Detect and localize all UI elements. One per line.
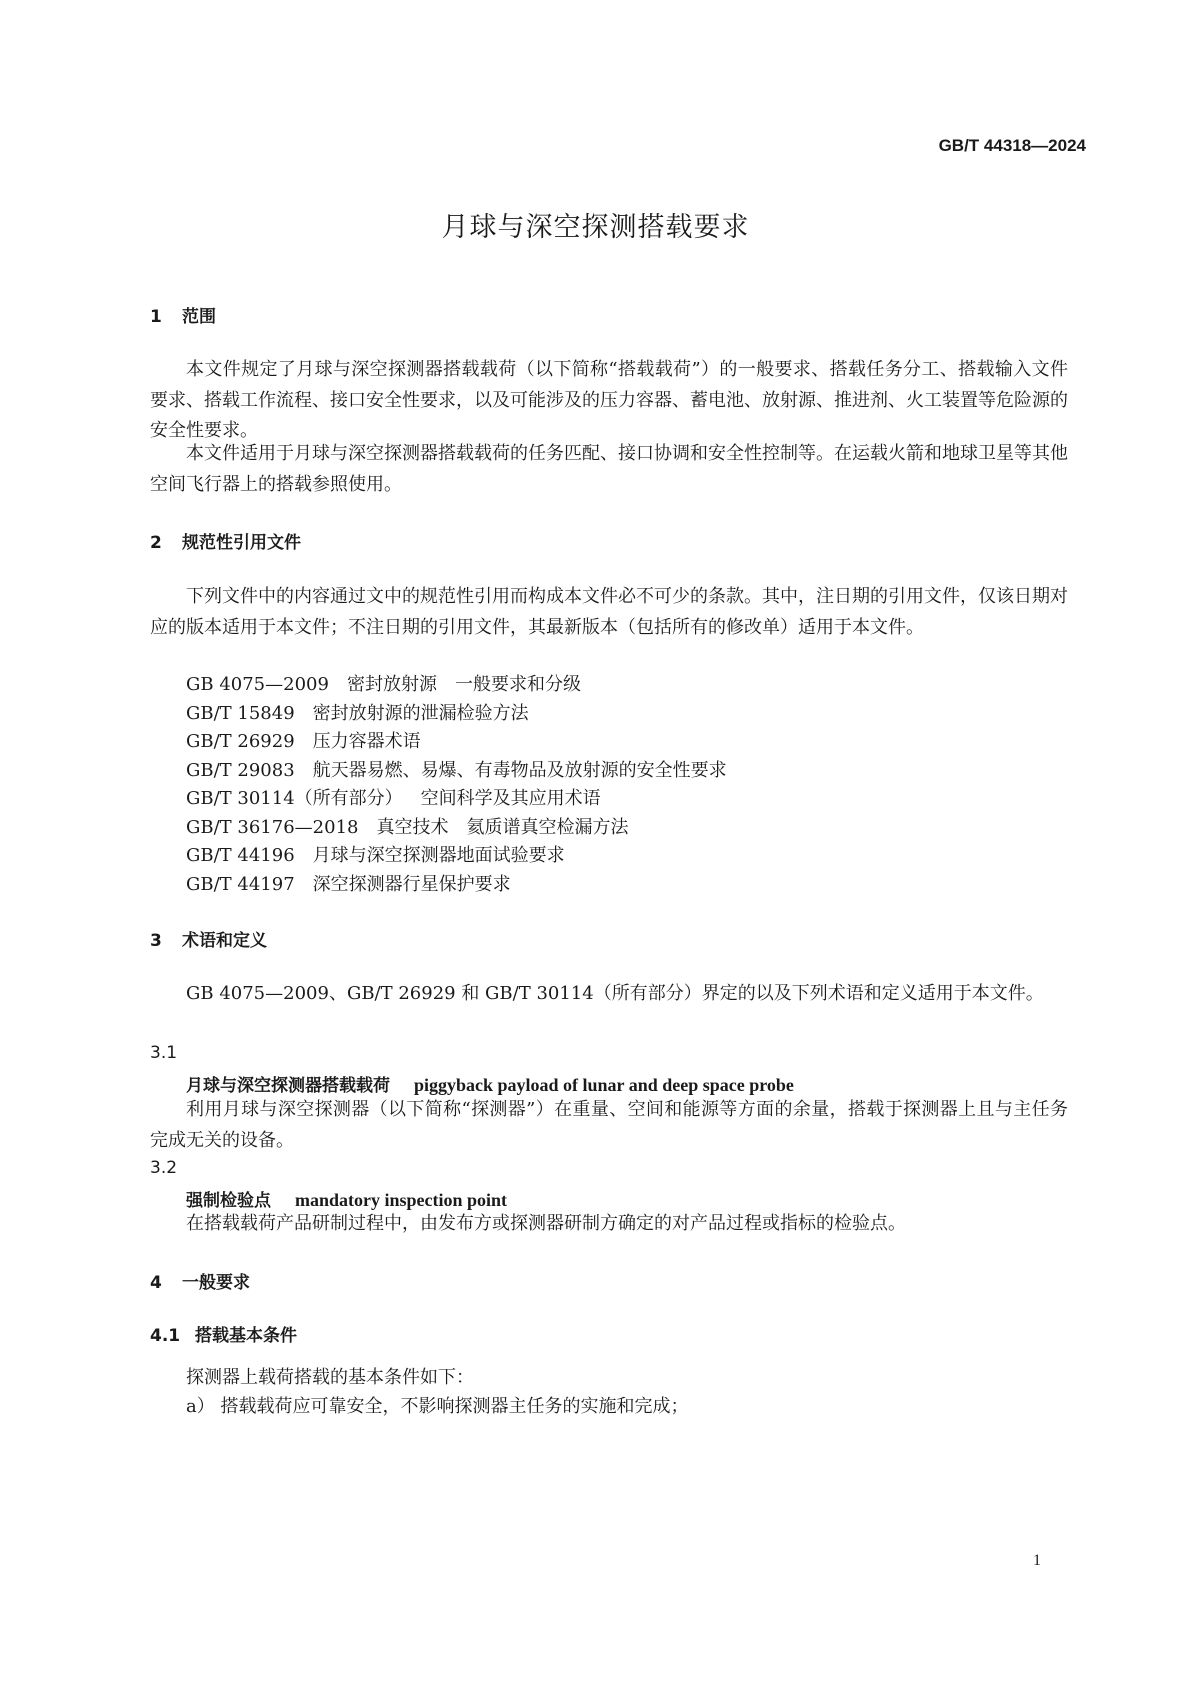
term-chinese: 月球与深空探测器搭载载荷 <box>186 1076 390 1096</box>
reference-code: GB/T 15849 <box>186 703 295 724</box>
section-3-intro: GB 4075—2009、GB/T 26929 和 GB/T 30114（所有部分）界定的以及下列术语和定义适用于本文件。 <box>186 983 1044 1004</box>
list-item-a: a） 搭载载荷应可靠安全，不影响探测器主任务的实施和完成； <box>186 1396 689 1417</box>
reference-item <box>186 756 727 782</box>
section-1-paragraph-1: 本文件规定了月球与深空探测器搭载载荷（以下简称“搭载载荷”）的一般要求、搭载任务分工、搭载输入文件要求、搭载工作流程、接口安全性要求，以及可能涉及的压力容器、蓄电池、放射源、推进剂、火工装置等危险源的安全性要求。 <box>150 359 1068 441</box>
section-1-heading <box>150 302 216 327</box>
reference-code: GB/T 26929 <box>186 731 295 752</box>
term-chinese: 强制检验点 <box>186 1191 271 1211</box>
term-english: mandatory inspection point <box>295 1190 508 1210</box>
reference-item <box>186 841 565 867</box>
reference-item <box>186 870 511 896</box>
section-4-heading <box>150 1268 250 1293</box>
standard-number: GB/T 44318—2024 <box>938 136 1086 155</box>
subsection-title: 搭载基本条件 <box>195 1326 297 1346</box>
reference-name: 月球与深空探测器地面试验要求 <box>312 845 565 866</box>
term-definition: 在搭载载荷产品研制过程中，由发布方或探测器研制方确定的对产品过程或指标的检验点。 <box>186 1213 906 1234</box>
reference-code: GB/T 29083 <box>186 760 295 781</box>
section-title: 规范性引用文件 <box>182 533 301 553</box>
reference-code: GB/T 36176—2018 <box>186 817 359 838</box>
reference-item <box>186 699 529 725</box>
section-number: 3 <box>150 931 162 951</box>
section-3-heading <box>150 926 267 951</box>
section-1-paragraph-2: 本文件适用于月球与深空探测器搭载载荷的任务匹配、接口协调和安全性控制等。在运载火箭和地球卫星等其他空间飞行器上的搭载参照使用。 <box>150 443 1068 495</box>
subsection-intro: 探测器上载荷搭载的基本条件如下： <box>186 1367 474 1388</box>
document-title: 月球与深空探测搭载要求 <box>441 212 750 243</box>
reference-name: 真空技术 氦质谱真空检漏方法 <box>376 817 629 838</box>
term-english: piggyback payload of lunar and deep space probe <box>414 1075 794 1095</box>
section-number: 2 <box>150 533 162 553</box>
reference-code: GB/T 30114（所有部分） <box>186 788 403 809</box>
reference-item <box>186 813 628 839</box>
reference-code: GB 4075—2009 <box>186 674 329 695</box>
reference-item <box>186 727 421 753</box>
term-definition: 利用月球与深空探测器（以下简称“探测器”）在重量、空间和能源等方面的余量，搭载于探测器上且与主任务完成无关的设备。 <box>150 1099 1068 1151</box>
reference-item <box>186 784 601 810</box>
section-number: 4 <box>150 1273 162 1293</box>
section-number: 1 <box>150 307 162 327</box>
term-number: 3.2 <box>150 1158 178 1178</box>
section-title: 术语和定义 <box>182 931 267 951</box>
reference-code: GB/T 44197 <box>186 874 295 895</box>
term-number: 3.1 <box>150 1043 178 1063</box>
reference-name: 压力容器术语 <box>312 731 421 752</box>
reference-name: 密封放射源的泄漏检验方法 <box>312 703 529 724</box>
term-heading <box>186 1186 507 1211</box>
reference-code: GB/T 44196 <box>186 845 295 866</box>
reference-name: 空间科学及其应用术语 <box>420 788 601 809</box>
section-2-intro: 下列文件中的内容通过文中的规范性引用而构成本文件必不可少的条款。其中，注日期的引用文件，仅该日期对应的版本适用于本文件；不注日期的引用文件，其最新版本（包括所有的修改单）适用于本文件。 <box>150 586 1068 638</box>
section-title: 范围 <box>182 307 216 327</box>
subsection-number: 4.1 <box>150 1326 181 1346</box>
term-heading <box>186 1071 794 1096</box>
reference-name: 航天器易燃、易爆、有毒物品及放射源的安全性要求 <box>312 760 727 781</box>
section-2-heading <box>150 528 301 553</box>
subsection-4-1-heading <box>150 1321 297 1346</box>
page-number: 1 <box>1033 1552 1041 1569</box>
section-title: 一般要求 <box>182 1273 250 1293</box>
reference-name: 深空探测器行星保护要求 <box>312 874 511 895</box>
reference-item <box>186 670 581 696</box>
reference-name: 密封放射源 一般要求和分级 <box>346 674 581 695</box>
